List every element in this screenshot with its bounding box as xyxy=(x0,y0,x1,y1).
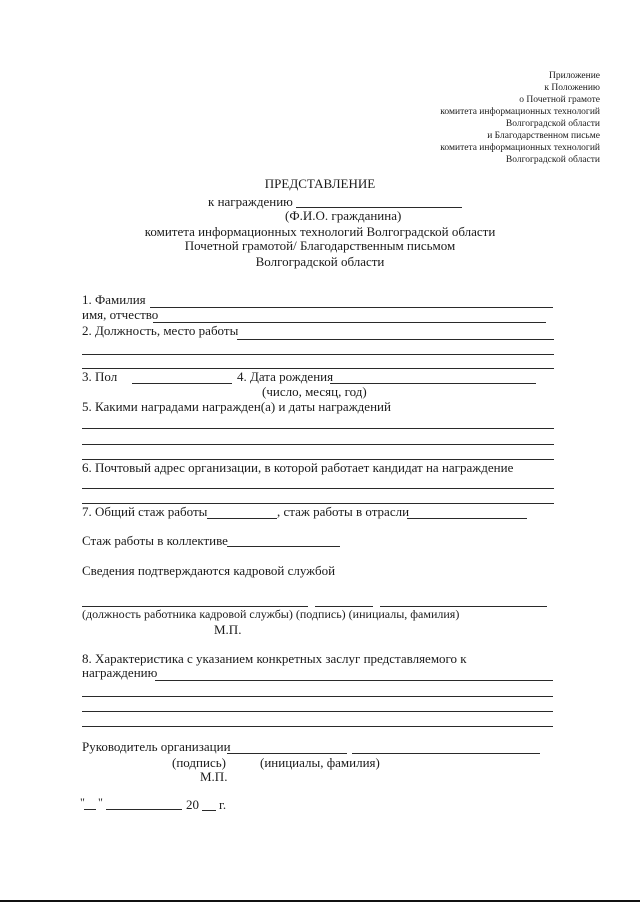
date-year-suffix: г. xyxy=(219,797,227,812)
birth-date-label: 4. Дата рождения xyxy=(237,369,334,384)
appendix-line: Волгоградской области xyxy=(505,119,600,129)
head-signature-field[interactable] xyxy=(227,753,347,754)
team-experience-field[interactable] xyxy=(227,546,340,547)
head-initials-field[interactable] xyxy=(352,753,540,754)
awards-field-1[interactable] xyxy=(82,428,554,429)
date-quote-close: " xyxy=(98,795,103,809)
position-field[interactable] xyxy=(237,339,554,340)
award-prefix: к награждению xyxy=(208,194,293,209)
head-stamp: М.П. xyxy=(200,769,228,784)
head-label: Руководитель организации xyxy=(82,739,231,754)
birth-date-hint: (число, месяц, год) xyxy=(262,384,367,399)
appendix-line: к Положению xyxy=(544,83,600,93)
gender-label: 3. Пол xyxy=(82,369,118,384)
head-initials-hint: (инициалы, фамилия) xyxy=(260,755,380,770)
total-experience-label: 7. Общий стаж работы xyxy=(82,504,208,519)
date-year-field[interactable] xyxy=(202,810,216,811)
appendix-line: Волгоградской области xyxy=(505,155,600,165)
form-title: ПРЕДСТАВЛЕНИЕ xyxy=(264,176,376,191)
appendix-line: и Благодарственном письме xyxy=(487,131,600,141)
award-type-line: Почетной грамотой/ Благодарственным письмом xyxy=(184,238,456,253)
appendix-line: комитета информационных технологий xyxy=(440,143,600,153)
surname-field[interactable] xyxy=(150,307,553,308)
name-label: имя, отчество xyxy=(82,307,159,322)
hr-signature-hint: (должность работника кадровой службы) (подпись) (инициалы, фамилия) xyxy=(82,607,460,621)
industry-experience-label: , стаж работы в отрасли xyxy=(277,504,410,519)
appendix-line: комитета информационных технологий xyxy=(440,107,600,117)
head-signature-hint: (подпись) xyxy=(172,755,226,770)
address-field-1[interactable] xyxy=(82,488,554,489)
address-label: 6. Почтовый адрес организации, в которой работает кандидат на награждение xyxy=(82,460,514,475)
appendix-line: Приложение xyxy=(549,71,600,81)
region-line: Волгоградской области xyxy=(255,254,385,269)
scan-edge-line xyxy=(0,900,640,902)
awards-field-2[interactable] xyxy=(82,444,554,445)
characteristic-field-1[interactable] xyxy=(155,680,553,681)
position-field-2[interactable] xyxy=(82,354,554,355)
characteristic-field-4[interactable] xyxy=(82,726,553,727)
team-experience-label: Стаж работы в коллективе xyxy=(82,533,228,548)
characteristic-label: 8. Характеристика с указанием конкретных заслуг представляемого к xyxy=(82,651,467,666)
fio-hint: (Ф.И.О. гражданина) xyxy=(285,208,402,223)
gender-field[interactable] xyxy=(132,383,232,384)
industry-experience-field[interactable] xyxy=(407,518,527,519)
date-year-prefix: 20 xyxy=(186,797,199,812)
position-label: 2. Должность, место работы xyxy=(82,323,239,338)
total-experience-field[interactable] xyxy=(207,518,277,519)
date-day-field[interactable] xyxy=(84,809,96,810)
appendix-note xyxy=(350,70,600,166)
date-month-field[interactable] xyxy=(106,809,182,810)
surname-label: 1. Фамилия xyxy=(82,292,146,307)
awards-label: 5. Какими наградами награжден(а) и даты награждений xyxy=(82,399,391,414)
date-quote-open: " xyxy=(80,795,85,809)
characteristic-label-2: награждению xyxy=(82,665,158,680)
hr-stamp: М.П. xyxy=(214,622,242,637)
appendix-line: о Почетной грамоте xyxy=(519,95,600,105)
hr-confirm-label: Сведения подтверждаются кадровой службой xyxy=(82,563,336,578)
committee-line: комитета информационных технологий Волгоградской области xyxy=(144,224,496,239)
characteristic-field-3[interactable] xyxy=(82,711,553,712)
characteristic-field-2[interactable] xyxy=(82,696,553,697)
